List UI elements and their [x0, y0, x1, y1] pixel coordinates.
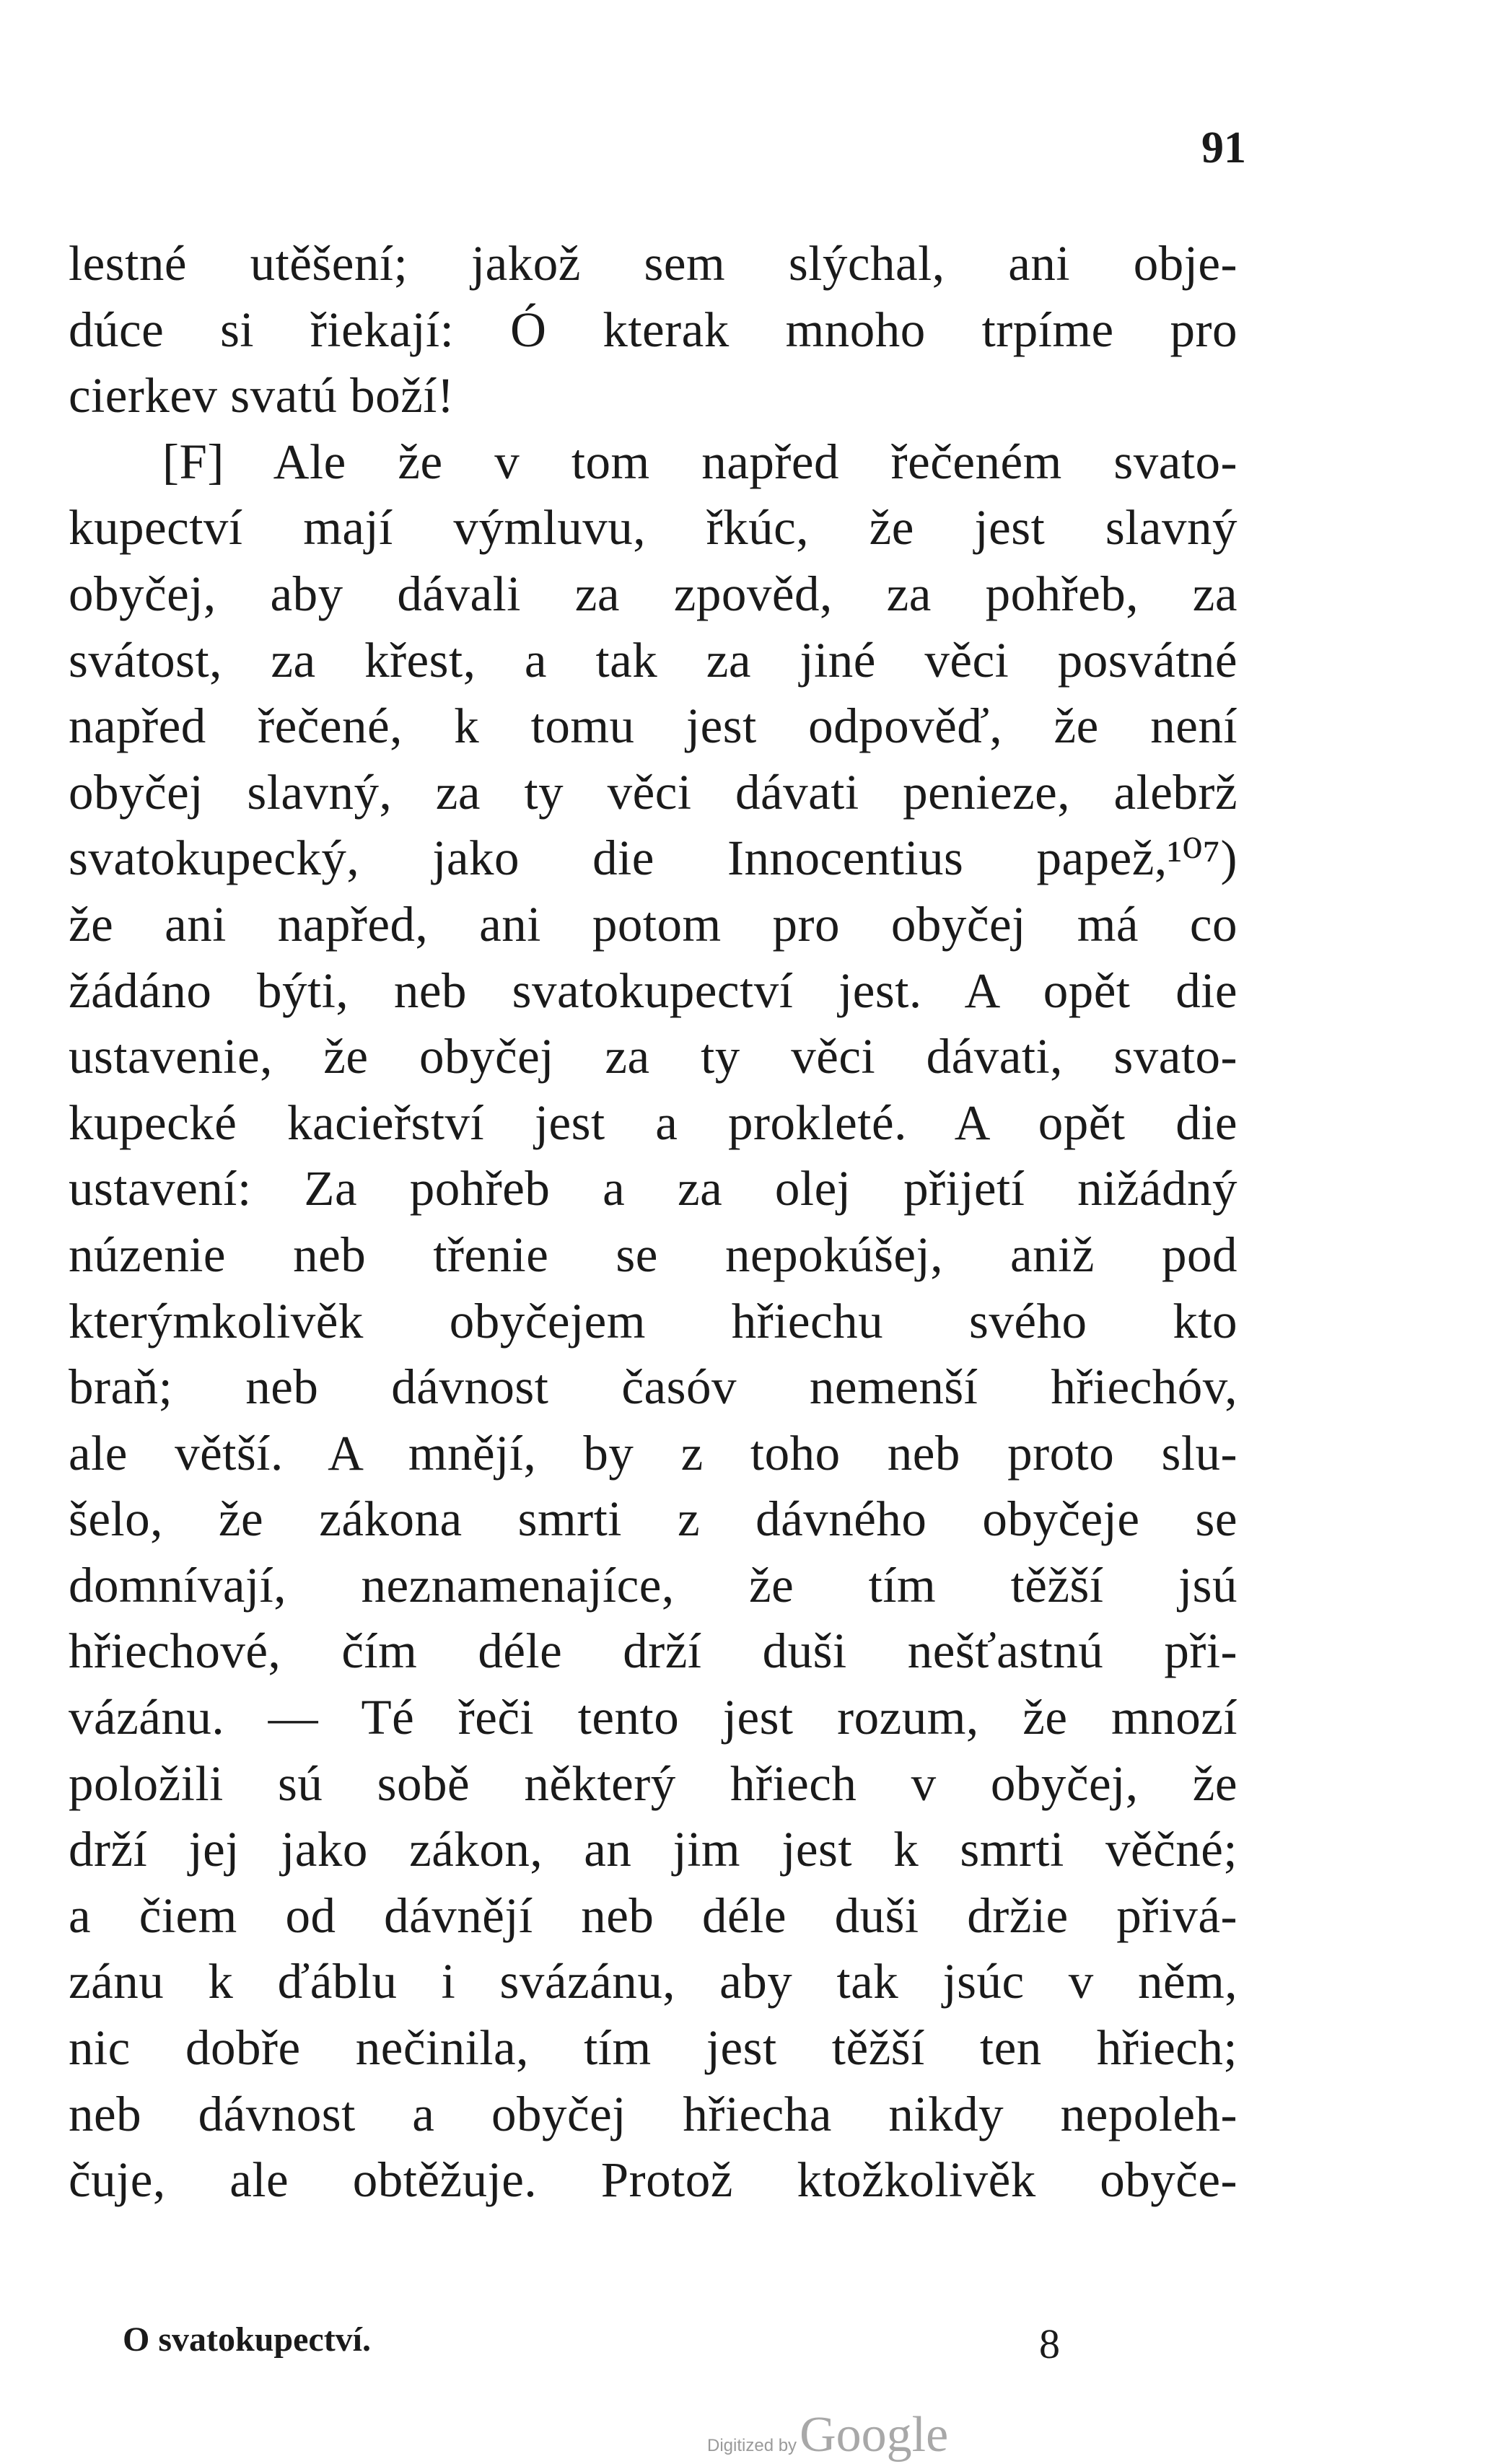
digitized-by-text: Digitized by — [707, 2436, 797, 2455]
text-line: ustavenie, že obyčej za ty věci dávati, svato- — [69, 1029, 1238, 1084]
text-line: šelo, že zákona smrti z dávného obyčeje se — [69, 1491, 1238, 1547]
text-line: nic dobře nečinila, tím jest těžší ten hřiech; — [69, 2020, 1238, 2076]
text-line: dúce si řiekají: Ó kterak mnoho trpíme pro — [69, 302, 1238, 357]
text-line: že ani napřed, ani potom pro obyčej má co — [69, 896, 1238, 952]
text-line: svatokupecký, jako die Innocentius papež,¹⁰⁷) — [69, 830, 1238, 886]
text-line: obyčej slavný, za ty věci dávati penieze, alebrž — [69, 764, 1238, 820]
text-line: cierkev svatú boží! — [69, 368, 455, 424]
text-line: obyčej, aby dávali za zpověd, za pohřeb, za — [69, 566, 1238, 621]
text-line: čuje, ale obtěžuje. Protož ktožkolivěk obyče- — [69, 2152, 1238, 2208]
body-text — [69, 231, 1238, 2214]
text-line: kupecké kacieřství jest a prokleté. A opět die — [69, 1095, 1238, 1150]
text-line: ale větší. A mnějí, by z toho neb proto slu- — [69, 1425, 1238, 1481]
text-line: ustavení: Za pohřeb a za olej přijetí nižádný — [69, 1161, 1238, 1216]
text-line: domnívají, neznamenajíce, že tím těžší jsú — [69, 1557, 1238, 1613]
text-line: núzenie neb třenie se nepokúšej, aniž pod — [69, 1227, 1238, 1282]
text-line: napřed řečené, k tomu jest odpověď, že není — [69, 698, 1238, 754]
text-line: lestné utěšení; jakož sem slýchal, ani obje- — [69, 236, 1238, 291]
text-line: braň; neb dávnost časóv nemenší hřiechóv, — [69, 1359, 1238, 1415]
sheet-number: 8 — [1039, 2320, 1060, 2367]
text-line: a čiem od dávnějí neb déle duši držie přivá- — [69, 1888, 1238, 1943]
text-line: drží jej jako zákon, an jim jest k smrti věčné; — [69, 1822, 1238, 1877]
text-line: kterýmkolivěk obyčejem hřiechu svého kto — [69, 1293, 1238, 1349]
google-logo: Google — [800, 2407, 949, 2463]
text-line: svátost, za křest, a tak za jiné věci posvátné — [69, 632, 1238, 688]
text-line: [F] Ale že v tom napřed řečeném svato- — [162, 434, 1238, 489]
text-line: kupectví mají výmluvu, řkúc, že jest slavný — [69, 500, 1238, 556]
text-line: žádáno býti, neb svatokupectví jest. A opět die — [69, 963, 1238, 1018]
text-line: hřiechové, čím déle drží duši nešťastnú při- — [69, 1623, 1238, 1679]
text-line: vázánu. — Té řeči tento jest rozum, že mnozí — [69, 1690, 1238, 1745]
text-line: zánu k ďáblu i svázánu, aby tak jsúc v něm, — [69, 1954, 1238, 2009]
text-line: položili sú sobě některý hřiech v obyčej, že — [69, 1755, 1238, 1811]
text-line: neb dávnost a obyčej hřiecha nikdy nepoleh- — [69, 2086, 1238, 2141]
digitized-watermark — [707, 2406, 948, 2464]
page-number: 91 — [1201, 123, 1246, 172]
signature-mark: O svatokupectví. — [123, 2320, 372, 2359]
